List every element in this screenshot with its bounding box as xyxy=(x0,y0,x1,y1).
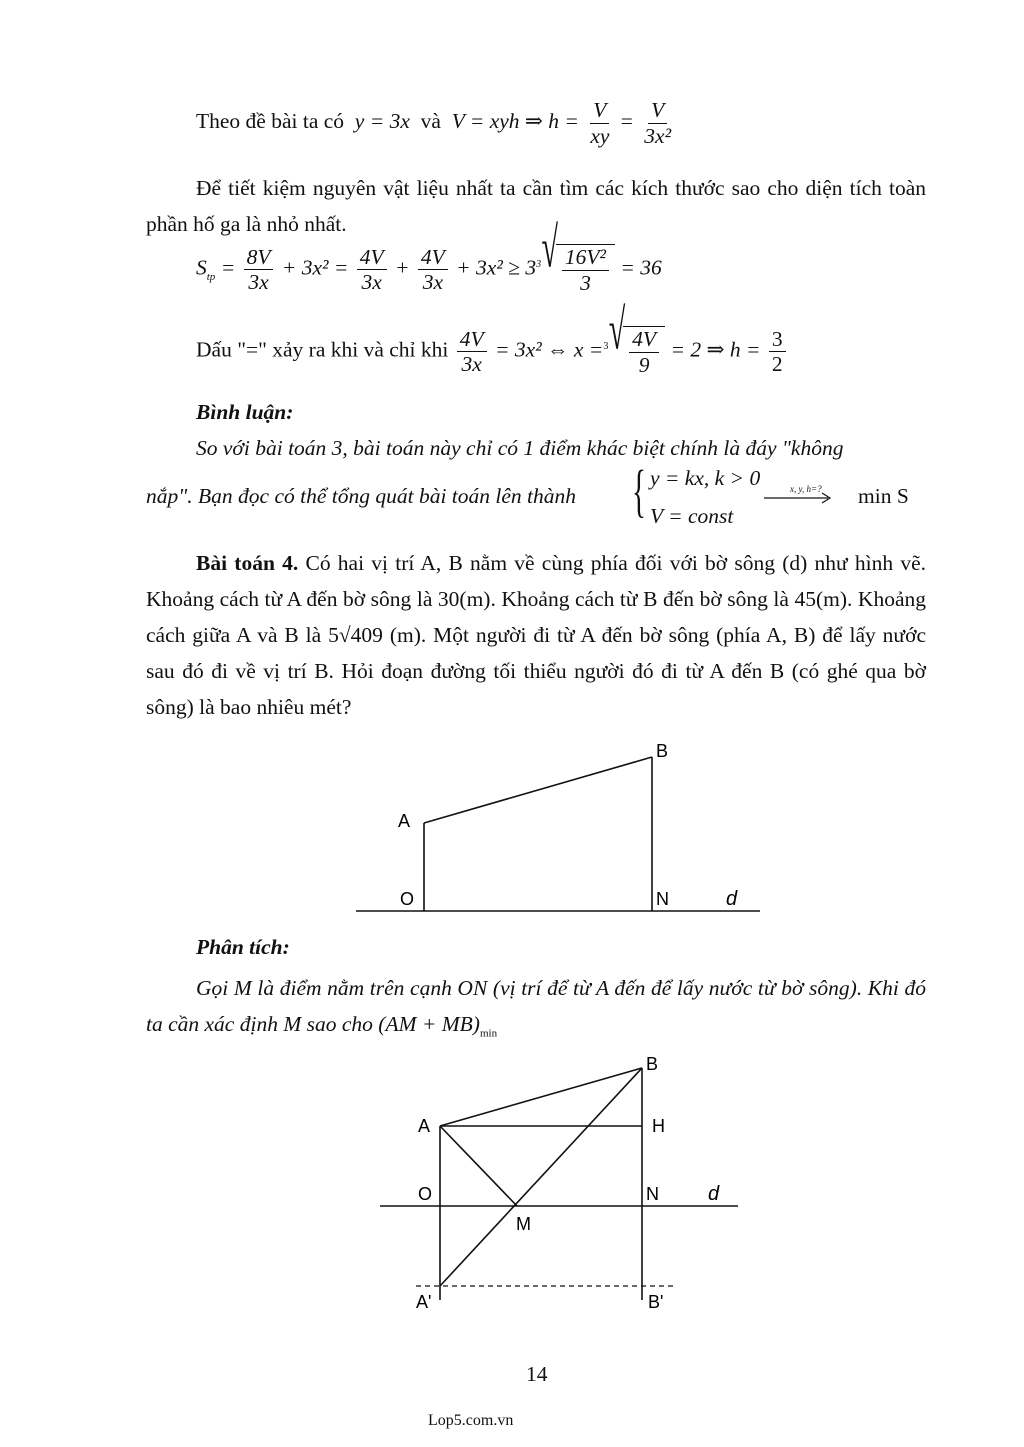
segment-am xyxy=(440,1126,517,1206)
arrow-label: x, y, h=? xyxy=(790,484,822,494)
problem-title: Bài toán 4. xyxy=(196,551,299,575)
figure-2 xyxy=(370,1050,750,1320)
analysis-sub: min xyxy=(479,1027,498,1040)
label-b-prime: B' xyxy=(648,1292,664,1312)
analysis-expr: (AM + MB) xyxy=(378,1012,480,1036)
term-geq: + 3x² ≥ 3 xyxy=(456,255,537,280)
root-index: 3 xyxy=(536,258,542,270)
analysis-paragraph xyxy=(146,970,926,1051)
segment-ab xyxy=(424,757,652,823)
label-a: A xyxy=(398,811,411,831)
problem-4 xyxy=(146,545,926,725)
formula-line-1 xyxy=(196,98,677,148)
formula-v-eq: V = xyh ⇒ h = xyxy=(451,109,579,134)
system-brace: { xyxy=(632,458,646,523)
label-o: O xyxy=(400,889,415,909)
equals-sign: = xyxy=(620,109,633,134)
footer-site: Lop5.com.vn xyxy=(428,1412,514,1429)
formula-stp xyxy=(196,217,662,295)
heading-analysis: Phân tích: xyxy=(196,935,290,959)
segment-a2b xyxy=(440,1068,642,1286)
long-arrow xyxy=(764,492,834,504)
fraction-v-xy: $\frac{V}{xy}$ xyxy=(590,98,610,148)
problem-text: Có hai vị trí A, B nằm về cùng phía đối với bờ sông (d) như hình vẽ. Khoảng cách từ A đến bờ sông là 30(m). Khoảng cách từ B đến bờ sông là 45(m). Khoảng cách giữa A và B là 5√409 (m). Một người đi từ A đến bờ sông (phía A, B) để lấy nước sau đó đi về vị trí B. Hỏi đoạn đường tối thiểu người đó đi từ A đến B (có ghé qua bờ sông) là bao nhiêu mét? xyxy=(146,551,927,719)
cube-root-4v-9: √ $\frac{4V}{9}$ xyxy=(609,326,665,377)
system-row-1: y = kx, k > 0 xyxy=(650,466,761,490)
min-s: min S xyxy=(858,484,909,508)
paragraph-save-material xyxy=(146,170,926,242)
equality-term2: = 2 ⇒ h = xyxy=(670,337,761,362)
page-number: 14 xyxy=(526,1362,548,1386)
analysis-text: Gọi M là điểm nằm trên cạnh ON (vị trí để từ A đến để lấy nước từ bờ sông). Khi đó ta cần xác định M sao cho xyxy=(146,976,926,1036)
label-a-2: A xyxy=(418,1116,431,1136)
heading-comment: Bình luận: xyxy=(196,400,294,424)
equality-term1: = 3x² ⇔ x = xyxy=(495,337,604,362)
fraction-3-2: $\frac{3}{2}$ xyxy=(769,327,786,377)
fraction-8v-3x: $\frac{8V}{3x}$ xyxy=(244,245,274,295)
paragraph-text: Để tiết kiệm nguyên vật liệu nhất ta cần tìm các kích thước sao cho diện tích toàn phần hố ga là nhỏ nhất. xyxy=(146,176,926,236)
stp-lhs: S xyxy=(196,255,207,280)
text-and: và xyxy=(420,109,441,134)
label-m: M xyxy=(516,1214,531,1234)
label-h: H xyxy=(652,1116,665,1136)
root-index: 3 xyxy=(603,340,609,352)
comment-line-2: nắp". Bạn đọc có thể tổng quát bài toán lên thành xyxy=(146,484,577,508)
fraction-4v-3x-b: $\frac{4V}{3x}$ xyxy=(418,245,448,295)
term-3x2: + 3x² = xyxy=(281,255,349,280)
equality-lead: Dấu "=" xảy ra khi và chỉ khi xyxy=(196,337,449,362)
result-36: = 36 xyxy=(620,255,662,280)
segment-ab-2 xyxy=(440,1068,642,1126)
label-o-2: O xyxy=(418,1184,433,1204)
label-n: N xyxy=(656,889,669,909)
label-n-2: N xyxy=(646,1184,659,1204)
comment-line-1: So với bài toán 3, bài toán này chỉ có 1 điểm khác biệt chính là đáy "không xyxy=(196,436,844,460)
stp-sub: tp xyxy=(206,270,216,283)
plus: + xyxy=(395,255,410,280)
equals: = xyxy=(220,255,236,280)
fraction-4v-3x: $\frac{4V}{3x}$ xyxy=(457,327,487,377)
label-a-prime: A' xyxy=(416,1292,432,1312)
label-b: B xyxy=(656,741,669,761)
text-lead: Theo đề bài ta có xyxy=(196,109,345,134)
cube-root: √ $\frac{\text{16V²}}{3}$ xyxy=(541,244,615,295)
formula-y-eq: y = 3x xyxy=(354,109,410,134)
fraction-v-3x2: $\frac{V}{\text{3x²}}$ xyxy=(644,98,672,148)
formula-equality xyxy=(196,299,789,377)
label-d: d xyxy=(726,888,738,910)
figure-1 xyxy=(350,735,770,925)
fraction-4v-3x-a: $\frac{4V}{3x}$ xyxy=(357,245,387,295)
label-b-2: B xyxy=(646,1054,659,1074)
label-d-2: d xyxy=(708,1183,720,1205)
system-row-2: V = const xyxy=(650,504,734,528)
